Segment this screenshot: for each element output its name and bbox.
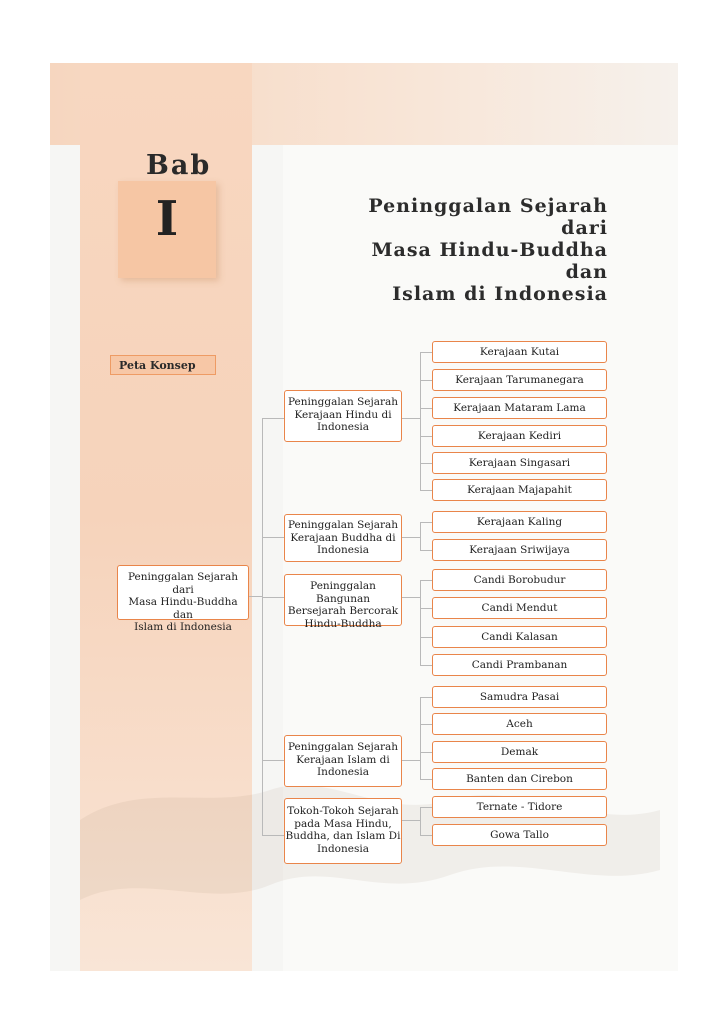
node-text-line: pada Masa Hindu, xyxy=(294,817,392,830)
leaf-connector xyxy=(420,380,432,381)
leaf-connector xyxy=(420,779,432,780)
leaf-node: Kerajaan Singasari xyxy=(432,452,607,474)
node-text-line: Peninggalan Sejarah xyxy=(287,741,399,753)
branch-node-islam xyxy=(284,735,402,787)
leaf-node: Kerajaan Kaling xyxy=(432,511,607,533)
trunk-line xyxy=(262,418,263,836)
leaf-connector xyxy=(420,752,432,753)
leaf-connector xyxy=(420,637,432,638)
leaf-connector xyxy=(420,835,432,836)
branch-to-spine xyxy=(402,760,420,761)
leaf-connector xyxy=(420,436,432,437)
leaf-node: Demak xyxy=(432,741,607,763)
node-text-line: Hindu-Buddha xyxy=(304,617,382,630)
leaf-node: Candi Mendut xyxy=(432,597,607,619)
leaf-node: Samudra Pasai xyxy=(432,686,607,708)
node-text-line: Indonesia xyxy=(317,842,369,855)
branch-to-spine xyxy=(402,597,420,598)
leaf-spine xyxy=(420,580,421,665)
leaf-node: Kerajaan Mataram Lama xyxy=(432,397,607,419)
branch-connector xyxy=(262,537,284,538)
leaf-node: Aceh xyxy=(432,713,607,735)
branch-connector xyxy=(262,760,284,761)
node-text-line: Buddha, dan Islam Di xyxy=(285,830,401,842)
branch-node-tokoh xyxy=(284,798,402,864)
leaf-spine xyxy=(420,522,421,550)
chapter-title-line: Masa Hindu-Buddha dan xyxy=(371,239,608,283)
leaf-node: Kerajaan Kediri xyxy=(432,425,607,447)
leaf-connector xyxy=(420,724,432,725)
leaf-node: Gowa Tallo xyxy=(432,824,607,846)
leaf-connector xyxy=(420,490,432,491)
root-connector xyxy=(249,596,262,597)
node-text-line: Peninggalan Sejarah dari xyxy=(127,571,239,596)
node-text-line: Kerajaan Buddha di xyxy=(290,531,396,544)
leaf-spine xyxy=(420,352,421,490)
branch-to-spine xyxy=(402,418,420,419)
leaf-connector xyxy=(420,352,432,353)
leaf-connector xyxy=(420,463,432,464)
leaf-node: Kerajaan Tarumanegara xyxy=(432,369,607,391)
leaf-node: Candi Borobudur xyxy=(432,569,607,591)
chapter-number: I xyxy=(155,191,179,247)
chapter-title-line: Islam di Indonesia xyxy=(392,283,608,305)
leaf-connector xyxy=(420,522,432,523)
branch-connector xyxy=(262,418,284,419)
branch-connector xyxy=(262,597,284,598)
leaf-connector xyxy=(420,580,432,581)
node-text-line: Kerajaan Islam di xyxy=(296,753,390,766)
leaf-connector xyxy=(420,697,432,698)
branch-to-spine xyxy=(402,820,420,821)
chapter-title-line: Peninggalan Sejarah dari xyxy=(368,195,608,239)
leaf-node: Kerajaan Majapahit xyxy=(432,479,607,501)
leaf-connector xyxy=(420,550,432,551)
leaf-node: Kerajaan Kutai xyxy=(432,341,607,363)
branch-to-spine xyxy=(402,537,420,538)
leaf-connector xyxy=(420,807,432,808)
node-text-line: Peninggalan Sejarah xyxy=(287,519,399,531)
leaf-node: Candi Kalasan xyxy=(432,626,607,648)
node-text-line: Islam di Indonesia xyxy=(134,621,232,633)
concept-map-heading: Peta Konsep xyxy=(110,355,216,375)
leaf-connector xyxy=(420,608,432,609)
leaf-node: Kerajaan Sriwijaya xyxy=(432,539,607,561)
branch-node-hindu xyxy=(284,390,402,442)
leaf-connector xyxy=(420,408,432,409)
node-text-line: Peninggalan Sejarah xyxy=(287,396,399,408)
leaf-spine xyxy=(420,807,421,835)
node-text-line: Bersejarah Bercorak xyxy=(287,605,399,617)
chapter-title xyxy=(340,195,608,305)
branch-node-buddha xyxy=(284,514,402,562)
leaf-node: Ternate - Tidore xyxy=(432,796,607,818)
node-text-line: Indonesia xyxy=(317,766,369,778)
branch-connector xyxy=(262,835,284,836)
leaf-connector xyxy=(420,665,432,666)
node-text-line: Kerajaan Hindu di xyxy=(294,408,392,421)
chapter-label: Bab xyxy=(146,150,212,181)
leaf-node: Candi Prambanan xyxy=(432,654,607,676)
leaf-spine xyxy=(420,697,421,779)
node-text-line: Peninggalan Bangunan xyxy=(310,580,376,605)
node-text-line: Masa Hindu-Buddha dan xyxy=(128,596,238,621)
branch-node-bangunan xyxy=(284,574,402,630)
node-text-line: Tokoh-Tokoh Sejarah xyxy=(287,805,399,817)
node-text-line: Indonesia xyxy=(317,421,369,433)
node-text-line: Indonesia xyxy=(317,544,369,556)
concept-root-node xyxy=(117,565,249,633)
leaf-node: Banten dan Cirebon xyxy=(432,768,607,790)
